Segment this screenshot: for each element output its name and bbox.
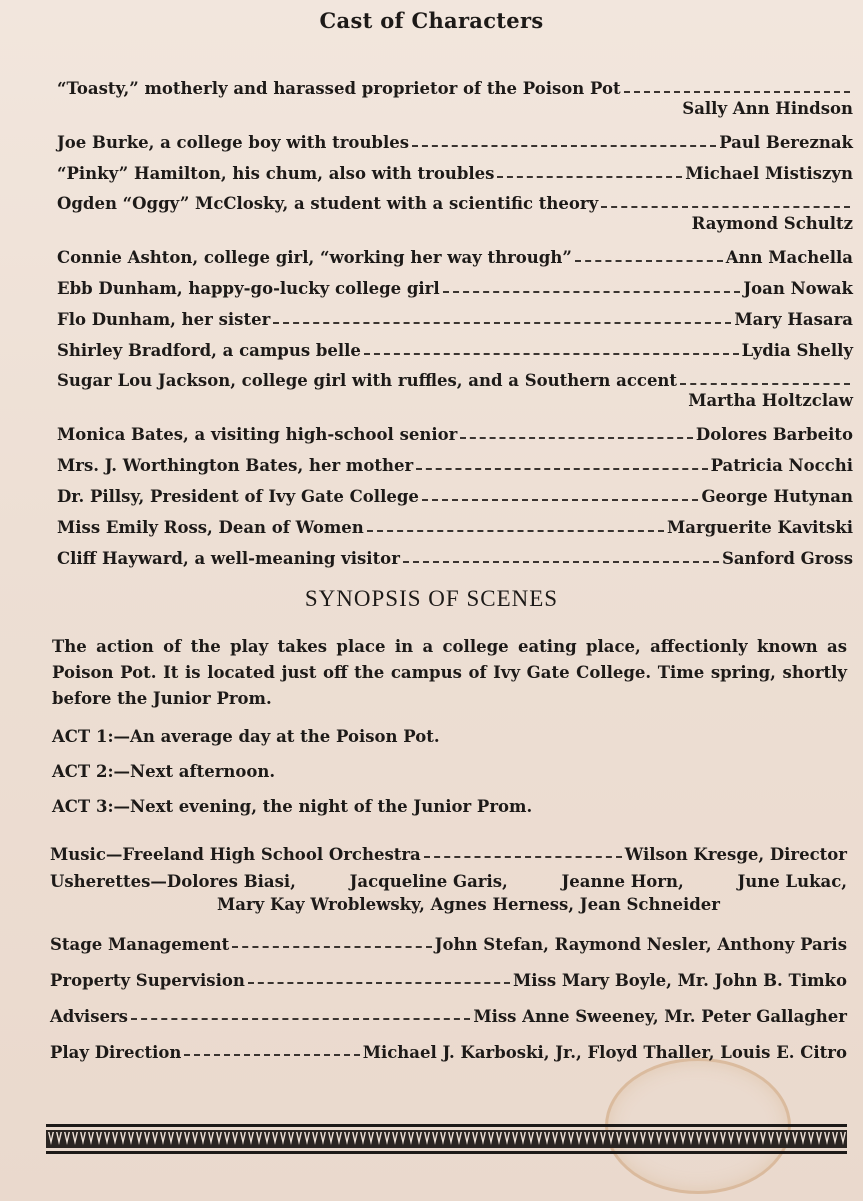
usherette-name: Jacqueline Garis, [349, 872, 508, 891]
cast-row [57, 267, 853, 298]
credit-advisers-value: Miss Anne Sweeney, Mr. Peter Gallagher [473, 1007, 847, 1026]
credits [50, 828, 847, 1062]
synopsis-text: The action of the play takes place in a college eating place, affectionly known as Poison Pot. It is located just off the campus of Ivy Gate College. Time spring, shortly before the Junior Prom. [52, 637, 847, 708]
credit-play-direction [50, 1026, 847, 1062]
usherette-name: Jeanne Horn, [561, 872, 684, 891]
dotted-leader [443, 290, 741, 293]
cast-role: Ebb Dunham, happy-go-lucky college girl [57, 279, 440, 298]
synopsis-heading: SYNOPSIS OF SCENES [304, 586, 559, 611]
dotted-leader [184, 1053, 359, 1056]
dotted-leader [497, 175, 682, 178]
cast-row [57, 152, 853, 183]
cast-row [57, 183, 853, 213]
cast-row [57, 329, 853, 360]
cast-role: Mrs. J. Worthington Bates, her mother [57, 456, 414, 475]
credit-stage-management [50, 918, 847, 954]
cast-list [57, 68, 853, 568]
act-2: ACT 2:—Next afternoon. [52, 762, 276, 781]
credit-stage-value: John Stefan, Raymond Nesler, Anthony Paris [434, 935, 847, 954]
credit-music [50, 828, 847, 864]
cast-row [57, 68, 853, 98]
cast-actor: Paul Bereznak [719, 133, 853, 152]
act-3: ACT 3:—Next evening, the night of the Junior Prom. [52, 797, 533, 816]
cast-role: “Pinky” Hamilton, his chum, also with troubles [57, 164, 495, 183]
act-1: ACT 1:—An average day at the Poison Pot. [52, 727, 440, 746]
dotted-leader [232, 945, 431, 948]
usherette-name: June Lukac, [737, 872, 847, 891]
credit-property-label: Property Supervision [50, 971, 245, 990]
dotted-leader [273, 321, 731, 324]
dotted-leader [422, 498, 699, 501]
credit-advisers-label: Advisers [50, 1007, 128, 1026]
cast-row [57, 121, 853, 152]
dotted-leader [575, 259, 723, 262]
cast-actor: Raymond Schultz [691, 214, 853, 233]
dotted-leader [131, 1017, 470, 1020]
cast-role: Sugar Lou Jackson, college girl with ruffles, and a Southern accent [57, 371, 678, 390]
cast-role: Miss Emily Ross, Dean of Women [57, 518, 364, 537]
dotted-leader [412, 144, 716, 147]
cast-role: “Toasty,” motherly and harassed proprietor of the Poison Pot [57, 79, 621, 98]
cast-actor: Joan Nowak [743, 279, 853, 298]
dotted-leader [416, 467, 707, 470]
cast-role: Flo Dunham, her sister [57, 310, 271, 329]
credit-property-supervision [50, 954, 847, 990]
cast-actor: Dolores Barbeito [695, 425, 853, 444]
cast-row [57, 537, 853, 568]
dotted-leader [403, 560, 719, 563]
cast-actor: Marguerite Kavitski [666, 518, 853, 537]
act-list [52, 722, 847, 827]
credit-direction-value: Michael J. Karboski, Jr., Floyd Thaller, Louis E. Citro [362, 1043, 847, 1062]
cast-role: Shirley Bradford, a campus belle [57, 341, 361, 360]
dotted-leader [601, 205, 850, 208]
dotted-leader [367, 529, 664, 532]
credit-music-label: Music—Freeland High School Orchestra [50, 845, 421, 864]
cast-actor: Ann Machella [725, 248, 853, 267]
credit-property-value: Miss Mary Boyle, Mr. John B. Timko [513, 971, 847, 990]
cast-actor: Sanford Gross [721, 549, 853, 568]
cast-row [57, 475, 853, 506]
cast-row [57, 413, 853, 444]
cast-actor: George Hutynan [701, 487, 853, 506]
dotted-leader [624, 90, 850, 93]
cast-role: Dr. Pillsy, President of Ivy Gate College [57, 487, 419, 506]
dotted-leader [680, 382, 850, 385]
cast-actor: Lydia Shelly [741, 341, 853, 360]
dotted-leader [248, 981, 510, 984]
cast-role: Ogden “Oggy” McClosky, a student with a scientific theory [57, 194, 599, 213]
dotted-leader [424, 855, 622, 858]
dotted-leader [364, 352, 739, 355]
credit-direction-label: Play Direction [50, 1043, 182, 1062]
decorative-border [46, 1124, 847, 1154]
credit-stage-label: Stage Management [50, 935, 230, 954]
cast-actor: Mary Hasara [734, 310, 853, 329]
cast-row [57, 298, 853, 329]
cast-role: Cliff Hayward, a well-meaning visitor [57, 549, 400, 568]
cast-actor: Sally Ann Hindson [682, 99, 853, 118]
cast-role: Monica Bates, a visiting high-school senior [57, 425, 458, 444]
cast-row [57, 506, 853, 537]
cast-actor: Michael Mistiszyn [685, 164, 853, 183]
cast-actor: Patricia Nocchi [710, 456, 853, 475]
page-title: Cast of Characters [319, 8, 544, 33]
usherettes-label: Usherettes—Dolores Biasi, [50, 872, 296, 891]
cast-role: Joe Burke, a college boy with troubles [57, 133, 410, 152]
cast-row [57, 444, 853, 475]
cast-row [57, 360, 853, 390]
credit-advisers [50, 990, 847, 1026]
cast-actor: Martha Holtzclaw [688, 391, 853, 410]
dotted-leader [460, 436, 693, 439]
usherettes-names-line2: Mary Kay Wroblewsky, Agnes Herness, Jean Schneider [217, 895, 720, 914]
cast-row [57, 236, 853, 267]
credit-music-value: Wilson Kresge, Director [624, 845, 847, 864]
credit-usherettes [50, 864, 847, 918]
cast-role: Connie Ashton, college girl, “working her way through” [57, 248, 572, 267]
